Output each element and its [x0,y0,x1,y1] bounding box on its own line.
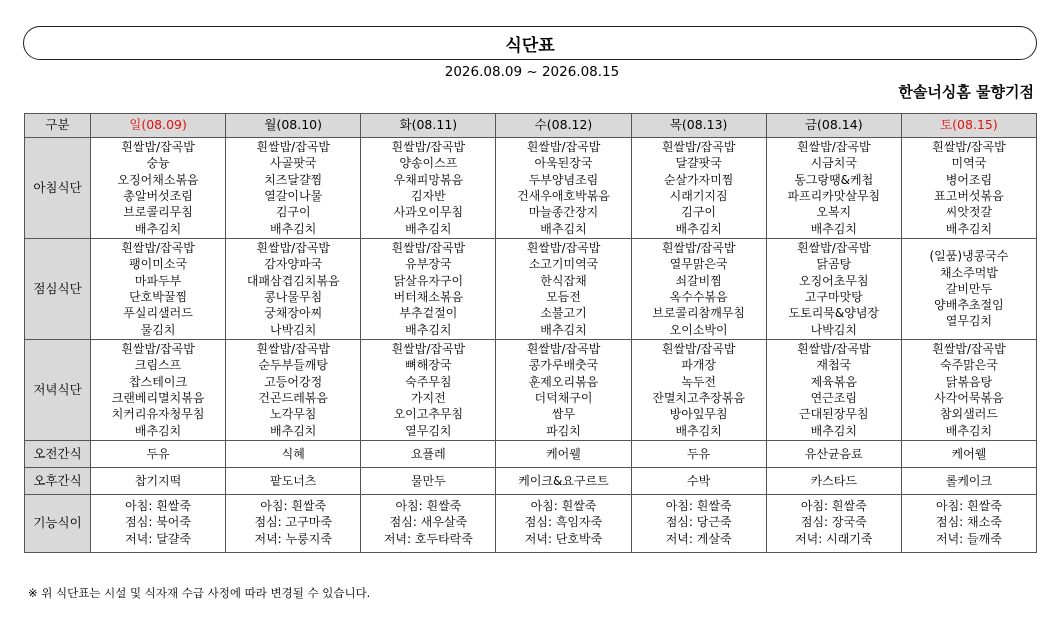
menu-item: 배추김치 [675,423,722,438]
menu-item: 케이크&요구르트 [518,473,609,488]
menu-cell [496,239,631,340]
menu-item: 저녁: 누룽지죽 [254,531,332,546]
menu-item: 저녁: 단호박죽 [524,531,603,546]
menu-cell [631,340,766,441]
menu-item: 쌈무 [551,407,576,422]
menu-item: 양배추초절임 [934,298,1004,313]
menu-item: 뼈해장국 [405,358,452,373]
menu-item: 유부장국 [405,257,452,272]
menu-cell [91,441,226,468]
menu-item: 점심: 고구마죽 [254,515,332,530]
menu-cell [91,138,226,239]
menu-item: 흰쌀밥/잡곡밥 [661,140,736,155]
menu-item: 두유 [687,446,711,461]
menu-item: 배추김치 [945,221,993,236]
menu-item: 흰쌀밥/잡곡밥 [391,342,466,357]
menu-item: 저녁: 달걀죽 [125,531,191,546]
menu-item: 두유 [146,446,170,461]
menu-item: 감자양파국 [264,257,323,272]
menu-cell [631,239,766,340]
menu-cell [901,441,1036,468]
menu-cell [766,239,901,340]
menu-cell [901,495,1036,553]
menu-cell [361,441,496,468]
menu-item: 흰쌀밥/잡곡밥 [526,140,601,155]
menu-cell [766,138,901,239]
menu-item: 배추김치 [945,423,993,438]
menu-item: 소불고기 [540,306,587,321]
menu-item: 녹두전 [681,374,717,389]
menu-item: 흰쌀밥/잡곡밥 [256,241,331,256]
row-label: 오전간식 [25,441,91,468]
menu-item: 점심: 북어죽 [125,515,191,530]
row-label: 점심식단 [25,239,91,340]
menu-item: 팽이미소국 [129,257,188,272]
menu-item: 점심: 채소죽 [936,515,1002,530]
menu-item: 아침: 흰쌀죽 [936,499,1002,513]
menu-item: 가지전 [410,391,446,405]
menu-item: 궁채장아찌 [264,306,323,321]
menu-item: 사골팟국 [270,156,317,171]
menu-item: 근대된장무침 [798,407,869,422]
menu-cell [496,340,631,441]
menu-item: 모듬전 [546,290,581,304]
category-header: 구분 [25,114,91,138]
menu-row-meal [25,239,1037,340]
menu-item: 달걀팟국 [675,156,722,171]
menu-cell [631,138,766,239]
menu-cell [901,138,1036,239]
menu-item: 배추김치 [270,423,317,438]
menu-item: 참외샐러드 [939,407,998,422]
footnote: ※ 위 식단표는 시설 및 식자재 수급 사정에 따라 변경될 수 있습니다. [28,586,371,600]
menu-item: 갈비만두 [945,281,993,296]
menu-item: 마파두부 [134,273,182,288]
menu-item: 파프리카맛살무침 [787,189,881,203]
menu-item: 케어웰 [546,446,581,461]
menu-item: 나박김치 [270,322,317,337]
menu-item: 한식잡채 [540,273,587,288]
menu-item: 흰쌀밥/잡곡밥 [661,241,736,256]
menu-item: 물만두 [410,473,446,488]
menu-item: 대패삼겹김치볶음 [246,273,340,288]
menu-item: 닭곰탕 [816,257,852,272]
menu-title-box [23,26,1037,60]
menu-item: 배추김치 [540,221,587,236]
menu-cell [766,340,901,441]
menu-item: 카스타드 [810,473,857,488]
menu-cell [766,468,901,495]
menu-item: 브로콜리참깨무침 [652,306,745,321]
menu-cell [631,441,766,468]
menu-item: 아욱된장국 [534,156,593,171]
menu-item: 흰쌀밥/잡곡밥 [661,342,736,357]
menu-item: 흰쌀밥/잡곡밥 [796,342,871,357]
menu-item: 김구이 [275,205,311,220]
menu-row-snack [25,441,1037,468]
menu-item: 오징어채소볶음 [117,172,199,187]
menu-item: 흰쌀밥/잡곡밥 [121,241,195,256]
menu-item: 요플레 [410,446,446,461]
menu-item: 오징어초무침 [798,273,869,288]
menu-item: 배추김치 [134,221,182,236]
menu-item: 흰쌀밥/잡곡밥 [526,342,601,357]
menu-item: 흰쌀밥/잡곡밥 [796,140,871,155]
menu-item: 배추김치 [405,322,452,337]
menu-item: 파김치 [546,423,581,438]
menu-item: 물김치 [140,322,176,337]
menu-item: 사각어묵볶음 [934,391,1004,405]
menu-item: 점심: 당근죽 [665,515,732,530]
menu-cell [496,468,631,495]
menu-cell [226,495,361,553]
menu-cell [361,495,496,553]
menu-item: 푸실리샐러드 [123,306,193,321]
menu-cell [361,239,496,340]
row-label: 저녁식단 [25,340,91,441]
menu-item: 소고기미역국 [528,257,599,272]
day-header: 일(08.09) [91,114,226,138]
menu-item: 옥수수볶음 [669,290,728,304]
menu-item: 흰쌀밥/잡곡밥 [256,342,331,357]
menu-cell [226,468,361,495]
menu-item: 브로콜리무침 [123,205,193,220]
menu-item: 팥도너츠 [270,473,317,488]
menu-cell [361,340,496,441]
menu-cell [361,138,496,239]
menu-cell [496,138,631,239]
menu-item: 찹스테이크 [129,374,188,389]
menu-item: 아침: 흰쌀죽 [800,499,867,513]
menu-item: 오복지 [816,205,852,220]
menu-cell [226,138,361,239]
menu-cell [496,495,631,553]
menu-item: 김자반 [410,189,446,203]
menu-item: 고구마맛탕 [804,290,863,304]
header-row [25,114,1037,138]
menu-cell [91,340,226,441]
menu-item: 마늘종간장지 [528,205,599,220]
menu-item: 단호박꿀찜 [129,290,188,304]
menu-item: 롤케이크 [945,473,993,488]
menu-item: 열무맑은국 [669,257,728,272]
menu-row-special [25,495,1037,553]
menu-cell [766,495,901,553]
menu-item: 배추김치 [405,221,452,236]
menu-item: 숙주맑은국 [939,358,998,373]
menu-item: 시래기지짐 [669,189,728,203]
menu-table [24,113,1037,553]
menu-item: 저녁: 들깨죽 [936,531,1002,546]
menu-item: 쇠갈비찜 [675,273,722,288]
menu-item: 오이고추무침 [393,407,464,422]
menu-item: 닭살유자구이 [393,273,464,288]
menu-item: 점심: 흑임자죽 [524,515,603,530]
row-label: 오후간식 [25,468,91,495]
page-title: 식단표 [505,35,555,56]
menu-item: 우채피망볶음 [393,172,464,187]
menu-item: 시금치국 [810,156,857,171]
menu-item: 방아잎무침 [669,407,728,422]
menu-item: 버터채소볶음 [393,290,464,304]
facility-name: 한솔너싱홈 물향기점 [898,83,1034,101]
menu-item: 제육볶음 [810,374,857,389]
row-label: 기능식이 [25,495,91,553]
menu-item: 아침: 흰쌀죽 [260,499,327,513]
menu-cell [361,468,496,495]
menu-item: 저녁: 호두타락죽 [383,531,473,546]
menu-item: 두부양념조림 [528,172,599,187]
menu-item: 잔멸치고추장볶음 [652,391,745,405]
menu-item: 콩가루배춧국 [528,358,599,373]
menu-item: 케어웰 [951,446,987,461]
menu-cell [226,441,361,468]
menu-item: 배추김치 [810,423,857,438]
menu-item: 병어조림 [945,172,993,187]
menu-row-meal [25,340,1037,441]
menu-item: 열갈이나물 [264,189,323,203]
day-header: 월(08.10) [226,114,361,138]
row-label: 아침식단 [25,138,91,239]
menu-item: 흰쌀밥/잡곡밥 [121,342,195,357]
menu-item: 저녁: 시래기죽 [795,531,873,546]
menu-item: 아침: 흰쌀죽 [125,499,191,513]
menu-item: 점심: 새우살죽 [389,515,468,530]
menu-cell [91,239,226,340]
menu-cell [631,468,766,495]
menu-row-meal [25,138,1037,239]
menu-item: 총알버섯조림 [123,189,193,203]
menu-item: 배추김치 [540,322,587,337]
menu-item: 크랜베리멸치볶음 [111,391,205,405]
menu-item: 흰쌀밥/잡곡밥 [121,140,195,155]
menu-item: 연근조림 [810,391,857,405]
menu-cell [226,340,361,441]
menu-item: 식혜 [281,446,305,461]
menu-item: 표고버섯볶음 [934,189,1004,203]
menu-item: 파개장 [681,358,717,373]
menu-item: 배추김치 [270,221,317,236]
menu-item: 동그랑땡&케첩 [794,172,874,187]
menu-item: 배추김치 [675,221,722,236]
day-header: 화(08.11) [361,114,496,138]
day-header: 토(08.15) [901,114,1036,138]
menu-item: 찹기지떡 [134,473,182,488]
menu-item: 나박김치 [810,322,857,337]
menu-item: 재첩국 [816,358,852,373]
menu-item: 크림스프 [134,358,182,373]
menu-cell [226,239,361,340]
menu-cell [766,441,901,468]
menu-item: 채소주먹밥 [939,265,998,280]
menu-item: 흰쌀밥/잡곡밥 [391,241,466,256]
menu-cell [631,495,766,553]
menu-item: 흰쌀밥/잡곡밥 [391,140,466,155]
menu-item: 배추김치 [810,221,857,236]
menu-item: 숙주무침 [405,374,452,389]
menu-item: 열무김치 [945,314,993,329]
menu-cell [91,495,226,553]
menu-item: 흰쌀밥/잡곡밥 [932,140,1006,155]
menu-item: 아침: 흰쌀죽 [530,499,597,513]
menu-item: 노각무침 [270,407,317,422]
menu-item: 치즈달걀찜 [264,172,323,187]
menu-item: 훈제오리볶음 [528,374,599,389]
menu-item: 아침: 흰쌀죽 [665,499,732,513]
menu-item: 순살가자미찜 [663,172,734,187]
menu-item: 치커리유자청무침 [111,407,205,422]
menu-item: 열무김치 [405,423,452,438]
menu-item: 닭볶음탕 [945,374,993,389]
menu-cell [901,239,1036,340]
menu-item: 점심: 장국죽 [800,515,867,530]
menu-item: 고등어강정 [264,374,323,389]
menu-item: 유산균음료 [804,446,863,461]
menu-item: 미역국 [951,156,987,171]
menu-item: 오이소박이 [669,322,728,337]
menu-item: 숭늉 [146,156,170,171]
menu-item: 흰쌀밥/잡곡밥 [526,241,601,256]
menu-item: 흰쌀밥/잡곡밥 [932,342,1006,357]
menu-item: 건곤드레볶음 [258,391,328,405]
menu-item: 흰쌀밥/잡곡밥 [796,241,871,256]
menu-item: 순두부들깨탕 [258,358,328,373]
menu-item: 건새우애호박볶음 [517,189,610,203]
menu-item: 수박 [687,473,711,488]
day-header: 목(08.13) [631,114,766,138]
menu-item: 저녁: 게살죽 [665,531,732,546]
menu-item: 양송이스프 [399,156,458,171]
day-header: 금(08.14) [766,114,901,138]
menu-cell [901,340,1036,441]
menu-body [25,138,1037,553]
menu-item: 씨앗젓갈 [945,205,993,220]
menu-cell [901,468,1036,495]
menu-item: 사과오이무침 [393,205,464,220]
menu-item: 아침: 흰쌀죽 [395,499,462,513]
menu-cell [496,441,631,468]
menu-item: (일품)냉콩국수 [929,249,1009,264]
menu-row-snack [25,468,1037,495]
menu-item: 흰쌀밥/잡곡밥 [256,140,331,155]
day-header: 수(08.12) [496,114,631,138]
menu-item: 배추김치 [134,423,182,438]
menu-item: 도토리묵&양념장 [788,306,880,321]
menu-item: 콩나물무침 [264,290,323,304]
menu-item: 부추겉절이 [399,306,458,321]
menu-item: 김구이 [681,205,717,220]
menu-cell [91,468,226,495]
menu-period: 2026.08.09 ~ 2026.08.15 [444,64,620,80]
menu-item: 더덕채구이 [534,391,593,405]
